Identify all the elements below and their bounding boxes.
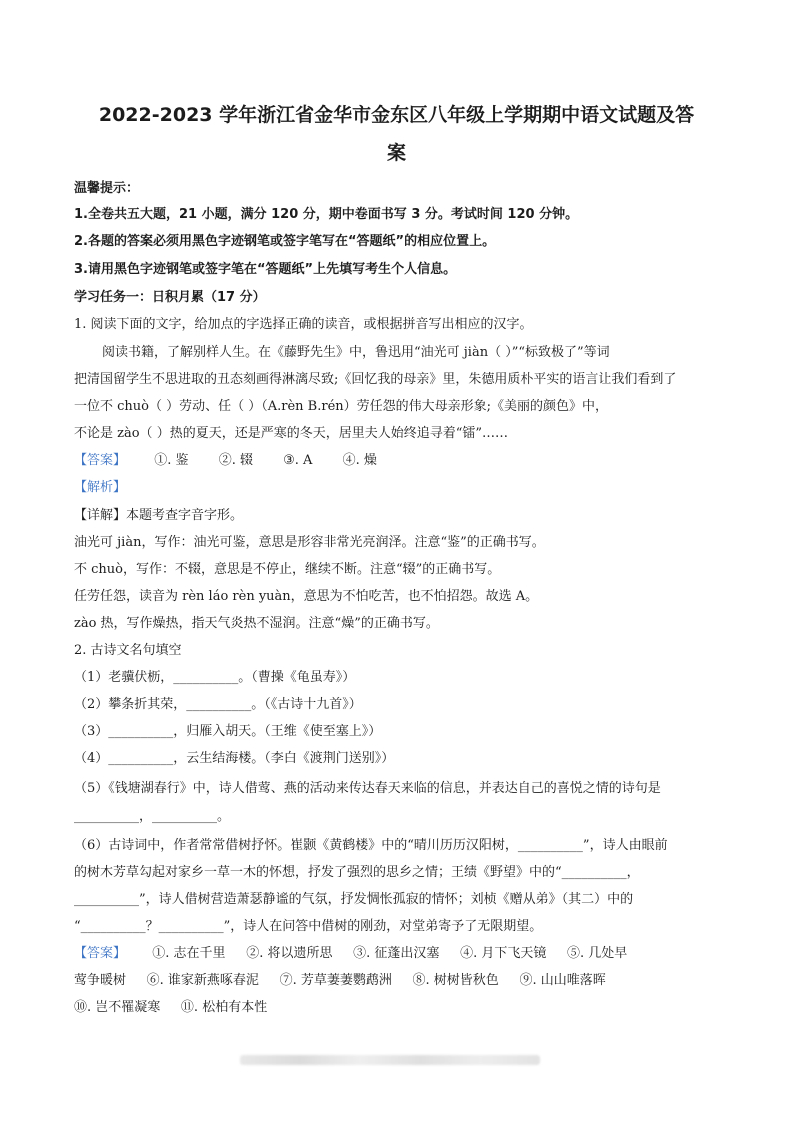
q1-answer-3: ③. A	[283, 453, 313, 468]
q1-answer-4: ④. 燥	[342, 453, 377, 468]
q1-passage-line-4: 不论是 zào（ ）热的夏天，还是严寒的冬天，居里夫人始终追寻着“镭”……	[74, 426, 508, 441]
q2-line-4: （4）__________，云生结海楼。（李白《渡荆门送别》）	[74, 751, 395, 766]
q2-answer-row-1	[74, 945, 734, 963]
q2-line-9: __________”，诗人借树营造萧瑟静谧的气氛，抒发惆怅孤寂的情怀；刘桢《赠从弟》（其二）中的	[74, 892, 634, 907]
q2-stem: 2. 古诗文名句填空	[74, 643, 182, 658]
notice-item-2: 2.各题的答案必须用黑色字迹钢笔或签字笔写在“答题纸”的相应位置上。	[74, 234, 496, 249]
title-line-2: 案	[386, 142, 406, 164]
q2-answer-row-2: 莺争暖树 ⑥. 谁家新燕啄春泥 ⑦. 芳草萋萋鹦鹉洲 ⑧. 树树皆秋色 ⑨. 山山唯落晖	[74, 973, 606, 988]
q1-answer-label: 【答案】	[74, 453, 127, 468]
q1-detail-5: zào 热，写作燥热，指天气炎热不湿润。注意“燥”的正确书写。	[74, 616, 439, 631]
q2-line-5: （5）《钱塘湖春行》中，诗人借莺、燕的活动来传达春天来临的信息，并表达自己的喜悦之情的诗句是	[74, 781, 661, 796]
task1-heading: 学习任务一：日积月累（17 分）	[74, 290, 266, 305]
blurred-footer	[240, 1055, 540, 1065]
q1-answer-2: ②. 辍	[218, 453, 253, 468]
q2-line-3: （3）__________，归雁入胡天。（王维《使至塞上》）	[74, 724, 382, 739]
q2-answer-text-1: ①. 志在千里 ②. 将以遗所思 ③. 征蓬出汉塞 ④. 月下飞天镜 ⑤. 几处早	[152, 946, 628, 961]
q1-detail-1: 【详解】本题考查字音字形。	[74, 508, 244, 523]
q1-passage-line-3: 一位不 chuò（ ）劳动、任（ ）（A.rèn B.rén）劳任怨的伟大母亲形象;《美丽的颜色》中，	[74, 399, 609, 414]
q2-line-6: __________，__________。	[74, 809, 231, 824]
q1-detail-3: 不 chuò，写作：不辍，意思是不停止，继续不断。注意“辍”的正确书写。	[74, 562, 501, 577]
notice-heading: 温馨提示：	[74, 181, 140, 196]
q1-detail-2: 油光可 jiàn，写作：油光可鉴，意思是形容非常光亮润泽。注意“鉴”的正确书写。	[74, 535, 545, 550]
q2-line-2: （2）攀条折其荣，__________。（《古诗十九首》）	[74, 697, 362, 712]
notice-item-3: 3.请用黑色字迹钢笔或签字笔在“答题纸”上先填写考生个人信息。	[74, 262, 457, 277]
q1-analysis-label: 【解析】	[74, 480, 127, 495]
q2-answer-label: 【答案】	[74, 946, 127, 961]
q1-answer-1: ①. 鉴	[154, 453, 189, 468]
document-title	[60, 96, 733, 172]
q1-stem: 1. 阅读下面的文字，给加点的字选择正确的读音，或根据拼音写出相应的汉字。	[74, 317, 533, 332]
title-line-1: 2022-2023 学年浙江省金华市金东区八年级上学期期中语文试题及答	[98, 104, 695, 126]
q2-line-10: “__________？__________”，诗人在问答中借树的刚劲，对堂弟寄予了无限期望。	[74, 919, 543, 934]
q1-passage-line-1: 阅读书籍，了解别样人生。在《藤野先生》中，鲁迅用“油光可 jiàn（ ）”“标致极了”等词	[102, 345, 610, 360]
q2-line-8: 的树木芳草勾起对家乡一草一木的怀想，抒发了强烈的思乡之情；王绩《野望》中的“__________，	[74, 865, 640, 880]
q2-line-7: （6）古诗词中，作者常常借树抒怀。崔颢《黄鹤楼》中的“晴川历历汉阳树，__________”，诗人由眼前	[74, 838, 668, 853]
q2-answer-row-3: ⑩. 岂不罹凝寒 ⑪. 松柏有本性	[74, 1000, 268, 1015]
notice-item-1: 1.全卷共五大题，21 小题，满分 120 分，期中卷面书写 3 分。考试时间 120 分钟。	[74, 207, 579, 222]
q1-passage-line-2: 把清国留学生不思进取的丑态刻画得淋漓尽致;《回忆我的母亲》里，朱德用质朴平实的语言让我们看到了	[74, 372, 677, 387]
q1-answer-row	[74, 452, 734, 470]
q2-line-1: （1）老骥伏枥，__________。（曹操《龟虽寿》）	[74, 670, 356, 685]
q1-detail-4: 任劳任怨，读音为 rèn láo rèn yuàn，意思为不怕吃苦，也不怕招怨。故选 A。	[74, 589, 539, 604]
